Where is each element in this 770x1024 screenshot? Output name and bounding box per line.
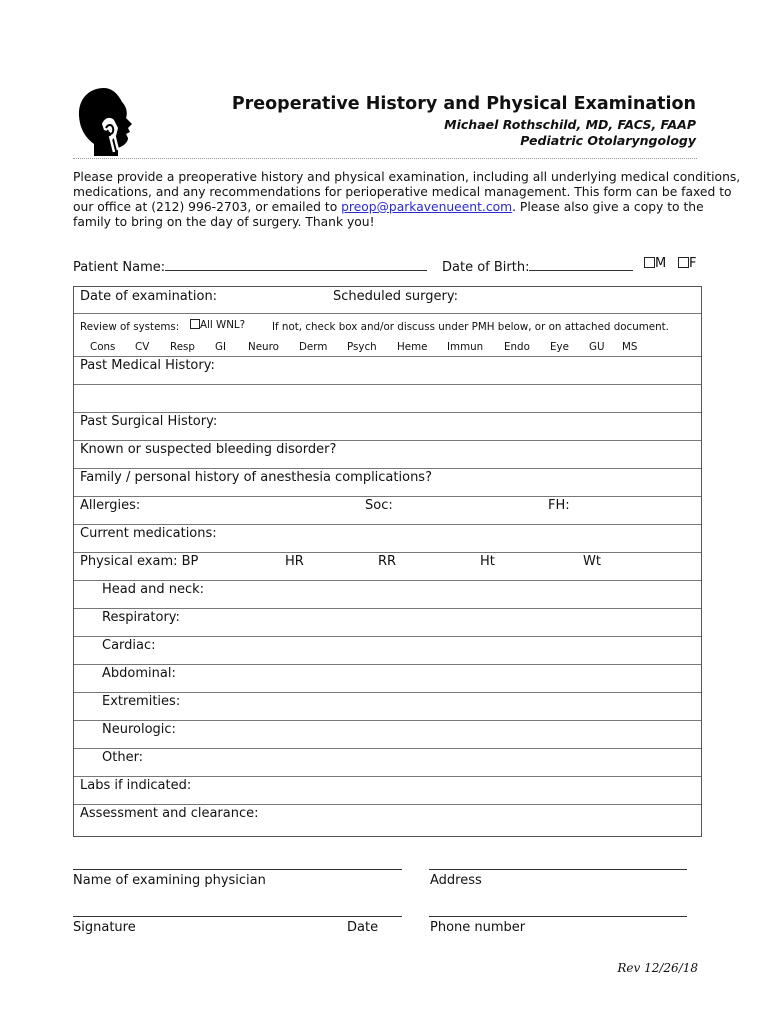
row-divider xyxy=(74,748,701,749)
address-field[interactable] xyxy=(429,869,687,870)
pmh-label: Past Medical History: xyxy=(80,358,215,373)
row-divider xyxy=(74,776,701,777)
patient-name-label: Patient Name: xyxy=(73,260,166,275)
revision-label: Rev 12/26/18 xyxy=(617,961,698,975)
system-immun[interactable]: Immun xyxy=(447,341,484,353)
sex-male-row xyxy=(644,256,666,271)
row-divider xyxy=(74,804,701,805)
cardiac-label: Cardiac: xyxy=(102,638,156,653)
fh-label: FH: xyxy=(548,498,570,513)
female-label: F xyxy=(689,256,697,271)
assessment-label: Assessment and clearance: xyxy=(80,806,259,821)
row-divider xyxy=(74,720,701,721)
dob-label: Date of Birth: xyxy=(442,260,530,275)
hr-label: HR xyxy=(285,554,304,569)
row-divider xyxy=(74,580,701,581)
labs-label: Labs if indicated: xyxy=(80,778,192,793)
review-systems-label: Review of systems: xyxy=(80,321,180,333)
system-resp[interactable]: Resp xyxy=(170,341,195,353)
page-title: Preoperative History and Physical Examination xyxy=(231,94,696,114)
physician-name-field[interactable] xyxy=(73,869,402,870)
other-label: Other: xyxy=(102,750,144,765)
anesthesia-label: Family / personal history of anesthesia complications? xyxy=(80,470,432,485)
bleeding-label: Known or suspected bleeding disorder? xyxy=(80,442,337,457)
date-label: Date xyxy=(347,920,379,935)
respiratory-label: Respiratory: xyxy=(102,610,180,625)
female-checkbox[interactable] xyxy=(678,257,689,268)
system-gi[interactable]: GI xyxy=(215,341,227,353)
row-divider xyxy=(74,313,701,314)
psh-label: Past Surgical History: xyxy=(80,414,218,429)
row-divider xyxy=(74,636,701,637)
all-wnl-label: All WNL? xyxy=(200,319,246,331)
system-cv[interactable]: CV xyxy=(135,341,150,353)
system-psych[interactable]: Psych xyxy=(347,341,377,353)
system-derm[interactable]: Derm xyxy=(299,341,328,353)
dob-row xyxy=(442,258,633,275)
patient-name-field[interactable] xyxy=(165,258,427,271)
intro-line: Please provide a preoperative history and physical examination, including all underlying medical conditions, xyxy=(73,170,741,184)
all-wnl-checkbox[interactable] xyxy=(190,319,200,329)
row-divider xyxy=(74,664,701,665)
wt-label: Wt xyxy=(583,554,601,569)
intro-line3-end: . Please also give a copy to the xyxy=(512,200,704,214)
meds-label: Current medications: xyxy=(80,526,217,541)
system-heme[interactable]: Heme xyxy=(397,341,428,353)
system-cons[interactable]: Cons xyxy=(90,341,116,353)
row-divider xyxy=(74,468,701,469)
rr-label: RR xyxy=(378,554,397,569)
dob-field[interactable] xyxy=(529,258,633,271)
email-link[interactable]: preop@parkavenueent.com xyxy=(341,200,513,214)
soc-label: Soc: xyxy=(365,498,393,513)
scheduled-surgery-label: Scheduled surgery: xyxy=(333,289,458,304)
doctor-name: Michael Rothschild, MD, FACS, FAAP xyxy=(444,117,696,132)
header-divider xyxy=(73,158,697,159)
phone-field[interactable] xyxy=(429,916,687,917)
child-profile-ent-logo-icon xyxy=(74,84,138,158)
physician-name-label: Name of examining physician xyxy=(73,873,266,888)
abdominal-label: Abdominal: xyxy=(102,666,176,681)
row-divider xyxy=(74,552,701,553)
intro-line xyxy=(73,200,704,215)
row-divider xyxy=(74,440,701,441)
row-divider xyxy=(74,496,701,497)
row-divider xyxy=(74,692,701,693)
row-divider xyxy=(74,608,701,609)
male-label: M xyxy=(655,256,667,271)
ht-label: Ht xyxy=(480,554,495,569)
intro-line: family to bring on the day of surgery. Thank you! xyxy=(73,215,375,229)
row-divider xyxy=(74,412,701,413)
phone-label: Phone number xyxy=(430,920,526,935)
row-divider xyxy=(74,384,701,385)
extremities-label: Extremities: xyxy=(102,694,181,709)
intro-line: medications, and any recommendations for perioperative medical management. This form can be faxed to xyxy=(73,185,732,199)
signature-field[interactable] xyxy=(73,916,402,917)
head-neck-label: Head and neck: xyxy=(102,582,205,597)
system-ms[interactable]: MS xyxy=(622,341,638,353)
neurologic-label: Neurologic: xyxy=(102,722,176,737)
row-divider xyxy=(74,356,701,357)
system-neuro[interactable]: Neuro xyxy=(248,341,279,353)
patient-name-row xyxy=(73,258,427,275)
all-wnl-row xyxy=(190,319,245,331)
row-divider xyxy=(74,524,701,525)
address-label: Address xyxy=(430,873,482,888)
allergies-label: Allergies: xyxy=(80,498,141,513)
intro-line3-start: our office at (212) 996-2703, or emailed to xyxy=(73,200,342,214)
date-exam-label: Date of examination: xyxy=(80,289,218,304)
sex-female-row xyxy=(678,256,696,271)
signature-label: Signature xyxy=(73,920,136,935)
if-not-instructions: If not, check box and/or discuss under PMH below, or on attached document. xyxy=(272,321,669,333)
pe-bp-label: Physical exam: BP xyxy=(80,554,199,569)
intro-text xyxy=(73,170,741,230)
specialty: Pediatric Otolaryngology xyxy=(520,133,696,148)
system-endo[interactable]: Endo xyxy=(504,341,530,353)
system-gu[interactable]: GU xyxy=(589,341,605,353)
male-checkbox[interactable] xyxy=(644,257,655,268)
system-eye[interactable]: Eye xyxy=(550,341,569,353)
